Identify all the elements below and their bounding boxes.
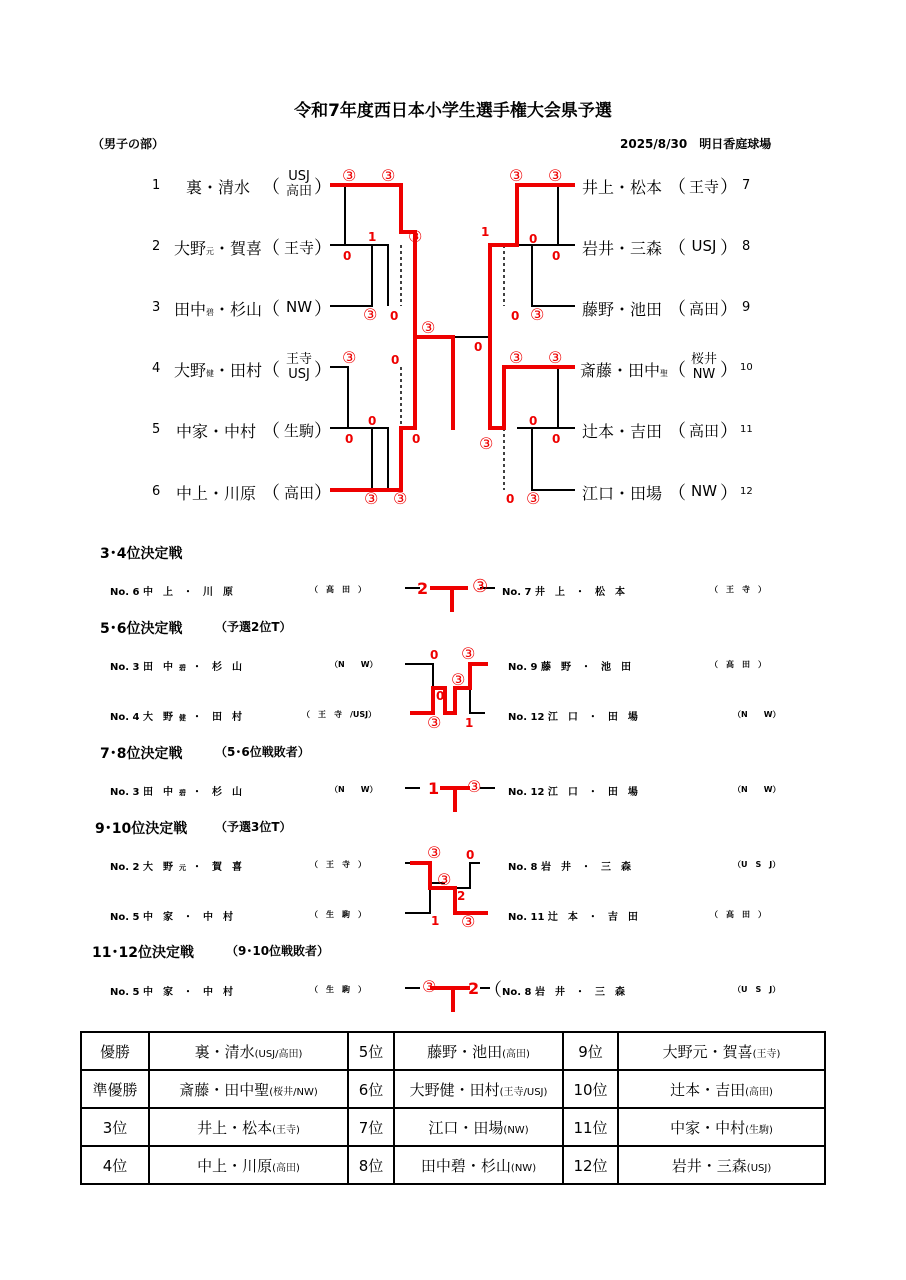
match-score: 1 bbox=[428, 779, 440, 798]
team-name: 王寺 bbox=[688, 178, 719, 196]
section-title: 7･8位決定戦 bbox=[100, 746, 183, 762]
match-score: ③ bbox=[364, 489, 379, 508]
player-name: 斎藤・田中聖 bbox=[580, 361, 669, 380]
seed-12: 12 bbox=[740, 486, 753, 497]
match-left: No. 3 田 中 碧 ・ 杉 山 bbox=[110, 662, 242, 673]
team-name: （U S J） bbox=[733, 985, 781, 994]
team-name: 桜井 NW bbox=[690, 352, 717, 382]
team-name: 高田 bbox=[688, 422, 719, 440]
team-name: 王寺 bbox=[283, 239, 314, 257]
paren-close: ） bbox=[314, 483, 332, 504]
match-score: ③ bbox=[509, 166, 524, 185]
paren-close: ） bbox=[720, 360, 738, 381]
match-score: 1 bbox=[481, 225, 490, 239]
match-score: 0 bbox=[506, 492, 515, 506]
match-score: ③ bbox=[479, 434, 494, 453]
match-score: ③ bbox=[437, 870, 452, 889]
team-name: （ 王 寺 ） bbox=[710, 585, 766, 594]
match-right: No. 7 井 上 ・ 松 本 bbox=[502, 587, 625, 598]
winner-cell: 辻本・吉田(高田) bbox=[618, 1070, 825, 1108]
match-score: 0 bbox=[511, 309, 520, 323]
match-score: ③ bbox=[472, 576, 489, 597]
paren-close: ） bbox=[314, 177, 332, 198]
match-score: ③ bbox=[548, 348, 563, 367]
player-name: 中上・川原 bbox=[176, 484, 257, 503]
match-score: ③ bbox=[342, 348, 357, 367]
rank-cell: 8位 bbox=[348, 1146, 394, 1184]
player-name: 岩井・三森 bbox=[582, 239, 663, 258]
match-right: No. 8 岩 井 ・ 三 森 bbox=[502, 987, 625, 998]
match-left: No. 3 田 中 碧 ・ 杉 山 bbox=[110, 787, 242, 798]
match-score: ③ bbox=[467, 777, 482, 796]
match-score: 0 bbox=[466, 848, 475, 862]
match-left: No. 6 中 上 ・ 川 原 bbox=[110, 587, 233, 598]
paren-open: （ bbox=[262, 360, 280, 381]
seed-11: 11 bbox=[740, 424, 753, 435]
team-name: （N W） bbox=[733, 785, 781, 794]
table-row bbox=[81, 1108, 825, 1146]
paren-open: （ bbox=[262, 299, 280, 320]
match-right: No. 12 江 口 ・ 田 場 bbox=[508, 712, 638, 723]
seed-10: 10 bbox=[740, 362, 753, 373]
match-score: 1 bbox=[465, 716, 474, 730]
rank-cell: 5位 bbox=[348, 1032, 394, 1070]
player-name: 大野元・賀喜 bbox=[174, 239, 263, 258]
paren-close: ） bbox=[720, 421, 738, 442]
table-row bbox=[81, 1032, 825, 1070]
team-name: 高田 bbox=[688, 300, 719, 318]
rank-cell: 9位 bbox=[563, 1032, 618, 1070]
paren-open: （ bbox=[484, 980, 502, 1001]
match-score: 0 bbox=[430, 648, 439, 662]
seed-8: 8 bbox=[742, 239, 751, 254]
team-name: 高田 bbox=[283, 484, 314, 502]
match-score: ③ bbox=[548, 166, 563, 185]
match-score: 0 bbox=[529, 414, 538, 428]
paren-close: ） bbox=[314, 360, 332, 381]
match-score: ③ bbox=[530, 305, 545, 324]
match-score: 2 bbox=[417, 579, 429, 598]
seed-5: 5 bbox=[152, 422, 161, 437]
team-name: USJ bbox=[691, 237, 717, 255]
match-score: ③ bbox=[342, 166, 357, 185]
paren-close: ） bbox=[314, 238, 332, 259]
match-left: No. 2 大 野 元 ・ 賀 喜 bbox=[110, 862, 242, 873]
match-right: No. 11 辻 本 ・ 吉 田 bbox=[508, 912, 638, 923]
section-title: 11･12位決定戦 bbox=[92, 945, 194, 961]
section-note: （5･6位戦敗者） bbox=[215, 745, 310, 759]
team-name: （ 生 駒 ） bbox=[310, 985, 366, 994]
paren-open: （ bbox=[262, 238, 280, 259]
match-right: No. 8 岩 井 ・ 三 森 bbox=[508, 862, 631, 873]
match-score: 0 bbox=[474, 340, 483, 354]
match-score: ③ bbox=[363, 305, 378, 324]
rank-cell: 10位 bbox=[563, 1070, 618, 1108]
table-row bbox=[81, 1146, 825, 1184]
paren-open: （ bbox=[668, 360, 686, 381]
match-score: ③ bbox=[461, 644, 476, 663]
section-title: 3･4位決定戦 bbox=[100, 546, 183, 562]
paren-open: （ bbox=[668, 299, 686, 320]
winner-cell: 大野健・田村(王寺/USJ) bbox=[394, 1070, 563, 1108]
match-score: ③ bbox=[509, 348, 524, 367]
seed-2: 2 bbox=[152, 239, 161, 254]
division-label: （男子の部） bbox=[92, 137, 165, 151]
seed-4: 4 bbox=[152, 361, 161, 376]
team-name: USJ 高田 bbox=[285, 169, 312, 199]
player-name: 裏・清水 bbox=[186, 178, 251, 197]
paren-close: ） bbox=[720, 483, 738, 504]
rank-cell: 4位 bbox=[81, 1146, 149, 1184]
table-row bbox=[81, 1070, 825, 1108]
match-score: ③ bbox=[427, 713, 442, 732]
winner-cell: 岩井・三森(USJ) bbox=[618, 1146, 825, 1184]
match-score: 0 bbox=[391, 353, 400, 367]
match-score: ③ bbox=[451, 670, 466, 689]
winner-cell: 裏・清水(USJ/高田) bbox=[149, 1032, 348, 1070]
team-name: （N W） bbox=[330, 785, 378, 794]
team-name: （U S J） bbox=[733, 860, 781, 869]
team-name: 王寺 USJ bbox=[285, 352, 312, 382]
section-note: （9･10位戦敗者） bbox=[226, 944, 330, 958]
match-score: 0 bbox=[368, 414, 377, 428]
paren-open: （ bbox=[262, 483, 280, 504]
rank-cell: 準優勝 bbox=[81, 1070, 149, 1108]
paren-close: ） bbox=[314, 421, 332, 442]
winner-cell: 井上・松本(王寺) bbox=[149, 1108, 348, 1146]
paren-open: （ bbox=[262, 421, 280, 442]
section-title: 5･6位決定戦 bbox=[100, 621, 183, 637]
player-name: 中家・中村 bbox=[176, 422, 257, 441]
team-name: （ 高 田 ） bbox=[310, 585, 366, 594]
match-score: 0 bbox=[343, 249, 352, 263]
match-score: 1 bbox=[431, 914, 440, 928]
match-score: ③ bbox=[526, 489, 541, 508]
match-score: 0 bbox=[552, 432, 561, 446]
winner-cell: 中家・中村(生駒) bbox=[618, 1108, 825, 1146]
match-right: No. 9 藤 野 ・ 池 田 bbox=[508, 662, 631, 673]
match-score: ③ bbox=[393, 489, 408, 508]
seed-6: 6 bbox=[152, 484, 161, 499]
match-score: ③ bbox=[381, 166, 396, 185]
rank-cell: 12位 bbox=[563, 1146, 618, 1184]
team-name: （ 生 駒 ） bbox=[310, 910, 366, 919]
rank-cell: 11位 bbox=[563, 1108, 618, 1146]
winner-cell: 田中碧・杉山(NW) bbox=[394, 1146, 563, 1184]
match-score: ③ bbox=[461, 912, 476, 931]
player-name: 藤野・池田 bbox=[582, 300, 663, 319]
paren-close: ） bbox=[720, 299, 738, 320]
seed-1: 1 bbox=[152, 178, 161, 193]
seed-3: 3 bbox=[152, 300, 161, 315]
team-name: （ 王 寺 ） bbox=[310, 860, 366, 869]
match-score: ③ bbox=[422, 977, 437, 996]
team-name: NW bbox=[690, 482, 718, 500]
match-score: 0 bbox=[529, 232, 538, 246]
results-table bbox=[80, 1031, 826, 1185]
section-note: （予選3位T） bbox=[215, 820, 292, 834]
match-score: 0 bbox=[345, 432, 354, 446]
winner-cell: 江口・田場(NW) bbox=[394, 1108, 563, 1146]
winner-cell: 藤野・池田(高田) bbox=[394, 1032, 563, 1070]
paren-open: （ bbox=[668, 483, 686, 504]
paren-open: （ bbox=[668, 238, 686, 259]
team-name: （ 王 寺 /USJ） bbox=[302, 710, 377, 719]
match-score: ③ bbox=[408, 227, 423, 246]
player-name: 辻本・吉田 bbox=[582, 422, 663, 441]
seed-7: 7 bbox=[742, 178, 751, 193]
match-score: 0 bbox=[436, 689, 445, 703]
match-left: No. 5 中 家 ・ 中 村 bbox=[110, 987, 233, 998]
paren-close: ） bbox=[314, 299, 332, 320]
page-title: 令和7年度西日本小学生選手権大会県予選 bbox=[294, 101, 612, 121]
match-score: 2 bbox=[468, 979, 480, 998]
seed-9: 9 bbox=[742, 300, 751, 315]
winner-cell: 大野元・賀喜(王寺) bbox=[618, 1032, 825, 1070]
team-name: （N W） bbox=[733, 710, 781, 719]
match-score: ③ bbox=[421, 318, 436, 337]
winner-cell: 斎藤・田中聖(桜井/NW) bbox=[149, 1070, 348, 1108]
rank-cell: 優勝 bbox=[81, 1032, 149, 1070]
match-score: 0 bbox=[552, 249, 561, 263]
winner-cell: 中上・川原(高田) bbox=[149, 1146, 348, 1184]
match-left: No. 4 大 野 健 ・ 田 村 bbox=[110, 712, 242, 723]
player-name: 井上・松本 bbox=[582, 178, 663, 197]
team-name: （ 高 田 ） bbox=[710, 910, 766, 919]
team-name: NW bbox=[285, 298, 313, 316]
match-score: 1 bbox=[368, 230, 377, 244]
team-name: 生駒 bbox=[283, 422, 314, 440]
team-name: （N W） bbox=[330, 660, 378, 669]
rank-cell: 6位 bbox=[348, 1070, 394, 1108]
match-score: 0 bbox=[412, 432, 421, 446]
match-score: ③ bbox=[427, 843, 442, 862]
paren-open: （ bbox=[668, 177, 686, 198]
match-score: 2 bbox=[457, 889, 466, 903]
date-venue: 2025/8/30 明日香庭球場 bbox=[620, 137, 772, 151]
rank-cell: 7位 bbox=[348, 1108, 394, 1146]
paren-open: （ bbox=[262, 177, 280, 198]
player-name: 江口・田場 bbox=[582, 484, 663, 503]
player-name: 田中碧・杉山 bbox=[174, 300, 263, 319]
rank-cell: 3位 bbox=[81, 1108, 149, 1146]
section-note: （予選2位T） bbox=[215, 620, 292, 634]
paren-close: ） bbox=[720, 238, 738, 259]
player-name: 大野健・田村 bbox=[174, 361, 263, 380]
match-left: No. 5 中 家 ・ 中 村 bbox=[110, 912, 233, 923]
team-name: （ 高 田 ） bbox=[710, 660, 766, 669]
match-score: 0 bbox=[390, 309, 399, 323]
section-title: 9･10位決定戦 bbox=[95, 821, 188, 837]
match-right: No. 12 江 口 ・ 田 場 bbox=[508, 787, 638, 798]
paren-close: ） bbox=[720, 177, 738, 198]
paren-open: （ bbox=[668, 421, 686, 442]
